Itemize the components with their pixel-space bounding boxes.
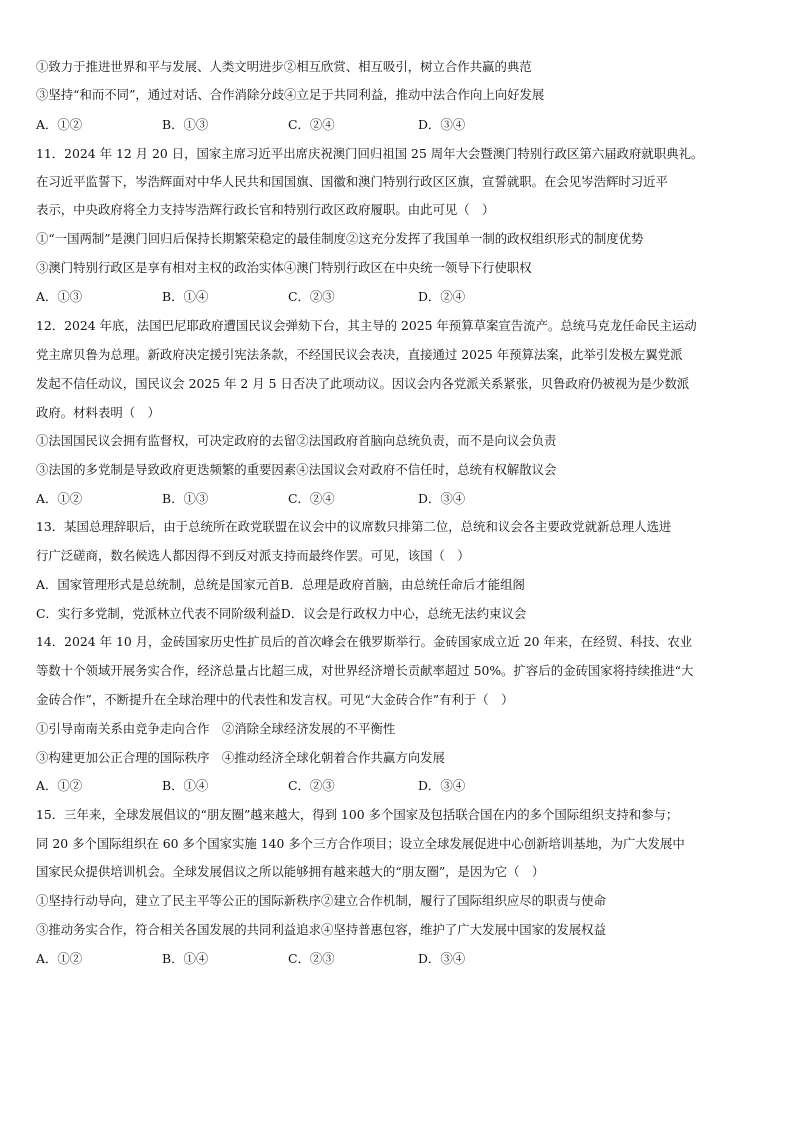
q14-option-b[interactable]: B．①④ bbox=[162, 778, 209, 793]
q13-options-a-b[interactable]: A．国家管理形式是总统制，总统是国家元首B．总理是政府首脑，由总统任命后才能组阁 bbox=[36, 577, 525, 592]
q12-option-b[interactable]: B．①③ bbox=[162, 491, 209, 506]
q10-option-a[interactable]: A．①② bbox=[36, 117, 83, 132]
q11-options bbox=[36, 288, 596, 306]
q11-statement-1-2: ①“一国两制”是澳门回归后保持长期繁荣稳定的最佳制度②这充分发挥了我国单一制的政权组织形式的制度优势 bbox=[36, 231, 644, 246]
q11-option-b[interactable]: B．①④ bbox=[162, 289, 209, 304]
q15-option-a[interactable]: A．①② bbox=[36, 951, 83, 966]
q11-option-a[interactable]: A．①③ bbox=[36, 289, 83, 304]
q13-options-c-d[interactable]: C．实行多党制，党派林立代表不同阶级利益D．议会是行政权力中心，总统无法约束议会 bbox=[36, 606, 527, 621]
q12-stem-line-3: 发起不信任动议，国民议会 2025 年 2 月 5 日否决了此项动议。因议会内各党派关系紧张，贝鲁政府仍被视为是少数派 bbox=[36, 376, 690, 391]
q10-option-c[interactable]: C．②④ bbox=[288, 117, 335, 132]
q10-option-b[interactable]: B．①③ bbox=[162, 117, 209, 132]
q15-statement-3-4: ③推动务实合作，符合相关各国发展的共同利益追求④坚持普惠包容，维护了广大发展中国家的发展权益 bbox=[36, 922, 606, 937]
q12-statement-3-4: ③法国的多党制是导致政府更迭频繁的重要因素④法国议会对政府不信任时，总统有权解散议会 bbox=[36, 462, 557, 477]
q12-option-a[interactable]: A．①② bbox=[36, 491, 83, 506]
q11-stem-line-1: 11．2024 年 12 月 20 日，国家主席习近平出席庆祝澳门回归祖国 25 周年大会暨澳门特别行政区第六届政府就职典礼。 bbox=[36, 146, 704, 161]
q12-stem-line-4: 政府。材料表明（ ） bbox=[36, 405, 160, 420]
q14-option-d[interactable]: D．③④ bbox=[418, 778, 466, 793]
q10-statement-3-4: ③坚持“和而不同”，通过对话、合作消除分歧④立足于共同利益，推动中法合作向上向好发展 bbox=[36, 87, 545, 102]
q13-stem-line-2: 行广泛磋商，数名候选人都因得不到反对派支持而最终作罢。可见，该国（ ） bbox=[36, 548, 470, 563]
q12-statement-1-2: ①法国国民议会拥有监督权，可决定政府的去留②法国政府首脑向总统负责，而不是向议会负责 bbox=[36, 433, 557, 448]
q14-option-a[interactable]: A．①② bbox=[36, 778, 83, 793]
q12-option-d[interactable]: D．③④ bbox=[418, 491, 466, 506]
q12-option-c[interactable]: C．②④ bbox=[288, 491, 335, 506]
q12-stem-line-2: 党主席贝鲁为总理。新政府决定援引宪法条款，不经国民议会表决，直接通过 2025 年预算法案，此举引发极左翼党派 bbox=[36, 347, 683, 362]
q11-stem-line-3: 表示，中央政府将全力支持岑浩辉行政长官和特别行政区政府履职。由此可见（ ） bbox=[36, 202, 495, 217]
q10-options bbox=[36, 116, 596, 134]
q11-option-d[interactable]: D．②④ bbox=[418, 289, 466, 304]
q13-stem-line-1: 13．某国总理辞职后，由于总统所在政党联盟在议会中的议席数只排第二位，总统和议会各主要政党就新总理人选进 bbox=[36, 519, 672, 534]
q15-stem-line-1: 15．三年来，全球发展倡议的“朋友圈”越来越大，得到 100 多个国家及包括联合国在内的多个国际组织支持和参与； bbox=[36, 807, 679, 822]
q15-stem-line-2: 同 20 多个国际组织在 60 多个国家实施 140 多个三方合作项目；设立全球发展促进中心创新培训基地，为广大发展中 bbox=[36, 836, 685, 851]
q11-statement-3-4: ③澳门特别行政区是享有相对主权的政治实体④澳门特别行政区在中央统一领导下行使职权 bbox=[36, 260, 532, 275]
q15-option-d[interactable]: D．③④ bbox=[418, 951, 466, 966]
q15-option-c[interactable]: C．②③ bbox=[288, 951, 335, 966]
q14-stem-line-1: 14．2024 年 10 月，金砖国家历史性扩员后的首次峰会在俄罗斯举行。金砖国家成立近 20 年来，在经贸、科技、农业 bbox=[36, 634, 693, 649]
q12-stem-line-1: 12．2024 年底，法国巴尼耶政府遭国民议会弹劾下台，其主导的 2025 年预算草案宣告流产。总统马克龙任命民主运动 bbox=[36, 318, 697, 333]
q14-option-c[interactable]: C．②③ bbox=[288, 778, 335, 793]
q14-stem-line-3: 金砖合作”，不断提升在全球治理中的代表性和发言权。可见“大金砖合作”有利于（ ） bbox=[36, 692, 514, 707]
q11-stem-line-2: 在习近平监誓下，岑浩辉面对中华人民共和国国旗、国徽和澳门特别行政区区旗，宣誓就职。在会见岑浩辉时习近平 bbox=[36, 174, 668, 189]
q10-option-d[interactable]: D．③④ bbox=[418, 117, 466, 132]
q15-option-b[interactable]: B．①④ bbox=[162, 951, 209, 966]
q14-stem-line-2: 等数十个领域开展务实合作，经济总量占比超三成，对世界经济增长贡献率超过 50%。扩容后的金砖国家将持续推进“大 bbox=[36, 663, 694, 678]
q15-stem-line-3: 国家民众提供培训机会。全球发展倡议之所以能够拥有越来越大的“朋友圈”，是因为它（ ） bbox=[36, 864, 545, 879]
q11-option-c[interactable]: C．②③ bbox=[288, 289, 335, 304]
q12-options bbox=[36, 490, 596, 508]
q15-options bbox=[36, 950, 596, 968]
q14-statement-1-2: ①引导南南关系由竞争走向合作 ②消除全球经济发展的不平衡性 bbox=[36, 721, 396, 736]
q14-statement-3-4: ③构建更加公正合理的国际秩序 ④推动经济全球化朝着合作共赢方向发展 bbox=[36, 750, 445, 765]
q14-options bbox=[36, 777, 596, 795]
q15-statement-1-2: ①坚持行动导向，建立了民主平等公正的国际新秩序②建立合作机制，履行了国际组织应尽的职责与使命 bbox=[36, 893, 606, 908]
q10-statement-1-2: ①致力于推进世界和平与发展、人类文明进步②相互欣赏、相互吸引，树立合作共赢的典范 bbox=[36, 59, 532, 74]
